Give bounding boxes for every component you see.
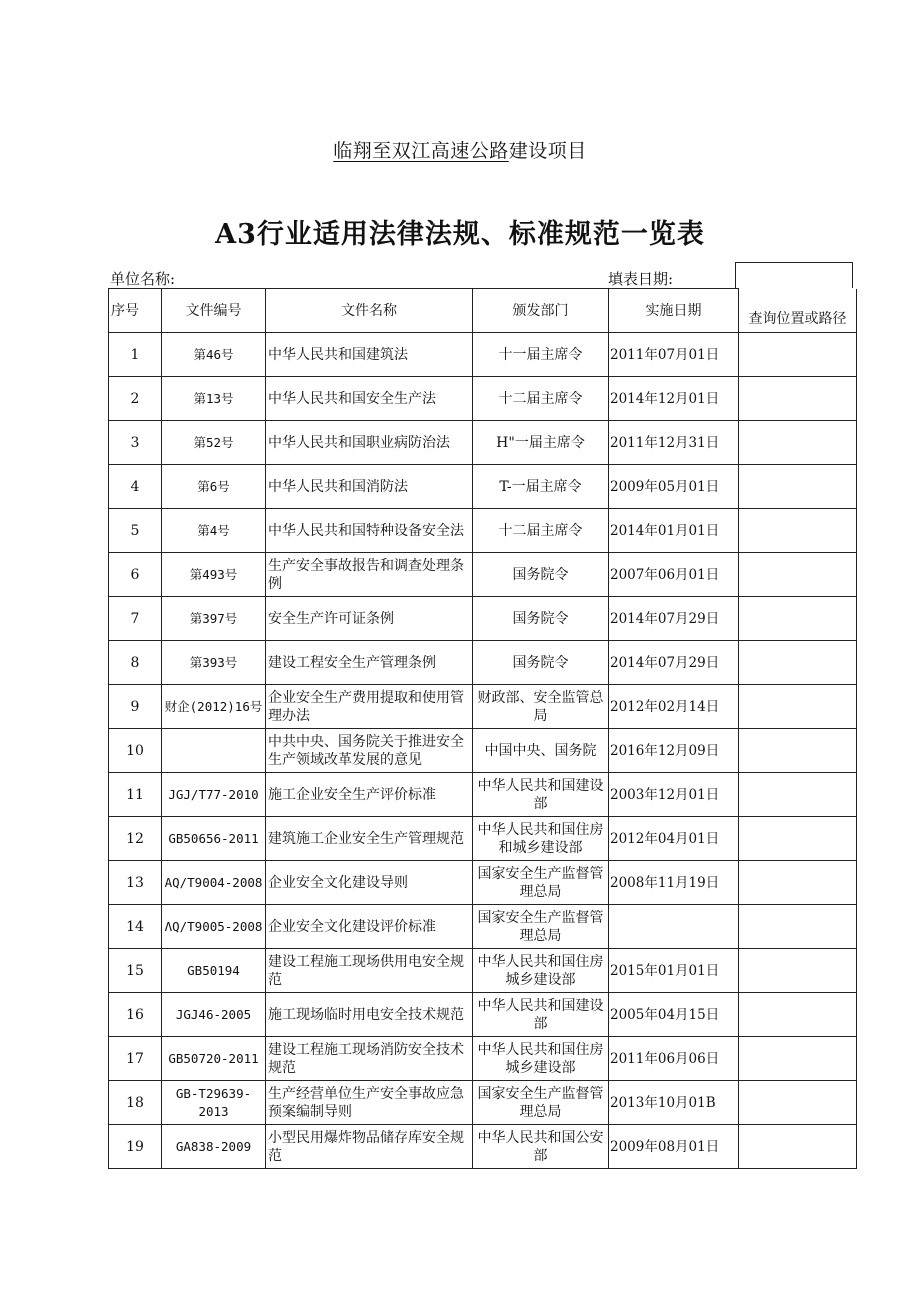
cell-no: 12 <box>109 817 162 861</box>
cell-date: 2008年11月19日 <box>609 861 739 905</box>
cell-dept: 中国中央、国务院 <box>473 729 609 773</box>
cell-query-path <box>739 333 857 377</box>
cell-dept: 国家安全生产监督管理总局 <box>473 861 609 905</box>
cell-no: 9 <box>109 685 162 729</box>
cell-date: 2011年06月06日 <box>609 1037 739 1081</box>
cell-dept: 十一届主席令 <box>473 333 609 377</box>
cell-code: 第52号 <box>162 421 266 465</box>
cell-no: 3 <box>109 421 162 465</box>
cell-no: 14 <box>109 905 162 949</box>
cell-no: 8 <box>109 641 162 685</box>
cell-dept: 中华人民共和国住房和城乡建设部 <box>473 817 609 861</box>
cell-dept: 中华人民共和国住房城乡建设部 <box>473 1037 609 1081</box>
table-row <box>109 1081 857 1125</box>
cell-query-path <box>739 641 857 685</box>
cell-code: 第4号 <box>162 509 266 553</box>
table-row <box>109 333 857 377</box>
cell-no: 18 <box>109 1081 162 1125</box>
cell-name: 中华人民共和国职业病防治法 <box>266 421 473 465</box>
table-row <box>109 993 857 1037</box>
cell-dept: 财政部、安全监管总局 <box>473 685 609 729</box>
cell-date: 2011年12月31日 <box>609 421 739 465</box>
cell-code: GB50656-2011 <box>162 817 266 861</box>
cell-no: 1 <box>109 333 162 377</box>
cell-name: 企业安全生产费用提取和使用管理办法 <box>266 685 473 729</box>
cell-no: 15 <box>109 949 162 993</box>
cell-query-path <box>739 465 857 509</box>
col-header-query-path: 查询位置或路径 <box>739 289 857 333</box>
cell-query-path <box>739 1081 857 1125</box>
cell-code: 第393号 <box>162 641 266 685</box>
cell-date: 2015年01月01日 <box>609 949 739 993</box>
cell-name: 生产安全事故报告和调查处理条例 <box>266 553 473 597</box>
cell-name: 建设工程施工现场供用电安全规范 <box>266 949 473 993</box>
cell-date: 2013年10月01B <box>609 1081 739 1125</box>
project-title <box>0 136 920 163</box>
table-row <box>109 817 857 861</box>
table-row <box>109 641 857 685</box>
table-row <box>109 729 857 773</box>
cell-dept: 国家安全生产监督管理总局 <box>473 905 609 949</box>
cell-date: 2009年05月01日 <box>609 465 739 509</box>
cell-no: 6 <box>109 553 162 597</box>
col-header-name: 文件名称 <box>266 289 473 333</box>
cell-dept: 中华人民共和国公安部 <box>473 1125 609 1169</box>
cell-dept: 十二届主席令 <box>473 377 609 421</box>
cell-no: 4 <box>109 465 162 509</box>
cell-no: 17 <box>109 1037 162 1081</box>
cell-no: 11 <box>109 773 162 817</box>
col-header-date: 实施日期 <box>609 289 739 333</box>
cell-name: 生产经营单位生产安全事故应急预案编制导则 <box>266 1081 473 1125</box>
table-row <box>109 685 857 729</box>
cell-date: 2009年08月01日 <box>609 1125 739 1169</box>
cell-dept: 十二届主席令 <box>473 509 609 553</box>
fill-date-label: 填表日期: <box>608 270 674 288</box>
cell-query-path <box>739 553 857 597</box>
col-header-no: 序号 <box>109 289 162 333</box>
cell-date: 2012年04月01日 <box>609 817 739 861</box>
cell-dept: 中华人民共和国建设部 <box>473 993 609 1037</box>
cell-no: 10 <box>109 729 162 773</box>
cell-code <box>162 729 266 773</box>
cell-query-path <box>739 509 857 553</box>
cell-date: 2003年12月01日 <box>609 773 739 817</box>
table-row <box>109 377 857 421</box>
cell-code: JGJ46-2005 <box>162 993 266 1037</box>
cell-query-path <box>739 993 857 1037</box>
cell-code: GB-T29639-2013 <box>162 1081 266 1125</box>
cell-code: 第46号 <box>162 333 266 377</box>
cell-no: 19 <box>109 1125 162 1169</box>
cell-code: GB50194 <box>162 949 266 993</box>
cell-code: JGJ/T77-2010 <box>162 773 266 817</box>
table-row <box>109 553 857 597</box>
table-row <box>109 1037 857 1081</box>
table-body <box>109 333 857 1169</box>
cell-dept: 国家安全生产监督管理总局 <box>473 1081 609 1125</box>
cell-name: 中华人民共和国建筑法 <box>266 333 473 377</box>
cell-dept: H"一届主席令 <box>473 421 609 465</box>
cell-name: 安全生产许可证条例 <box>266 597 473 641</box>
cell-query-path <box>739 949 857 993</box>
cell-name: 企业安全文化建设导则 <box>266 861 473 905</box>
col-header-dept: 颁发部门 <box>473 289 609 333</box>
cell-name: 中华人民共和国消防法 <box>266 465 473 509</box>
cell-code: 第6号 <box>162 465 266 509</box>
cell-dept: 国务院令 <box>473 597 609 641</box>
query-column-top-frame <box>735 262 853 288</box>
table-row <box>109 949 857 993</box>
cell-name: 小型民用爆炸物品储存库安全规范 <box>266 1125 473 1169</box>
cell-dept: 中华人民共和国建设部 <box>473 773 609 817</box>
cell-query-path <box>739 377 857 421</box>
cell-no: 13 <box>109 861 162 905</box>
cell-query-path <box>739 905 857 949</box>
cell-name: 施工现场临时用电安全技术规范 <box>266 993 473 1037</box>
cell-code: 财企(2012)16号 <box>162 685 266 729</box>
regulations-table <box>108 288 857 1169</box>
cell-query-path <box>739 1037 857 1081</box>
table-header-row <box>109 289 857 333</box>
table-row <box>109 597 857 641</box>
cell-date: 2016年12月09日 <box>609 729 739 773</box>
cell-code: GA838-2009 <box>162 1125 266 1169</box>
table-row <box>109 1125 857 1169</box>
table-row <box>109 861 857 905</box>
cell-name: 中华人民共和国安全生产法 <box>266 377 473 421</box>
cell-code: 第13号 <box>162 377 266 421</box>
cell-date: 2014年01月01日 <box>609 509 739 553</box>
cell-date: 2014年07月29日 <box>609 641 739 685</box>
cell-no: 7 <box>109 597 162 641</box>
cell-name: 建设工程安全生产管理条例 <box>266 641 473 685</box>
table-row <box>109 465 857 509</box>
cell-no: 2 <box>109 377 162 421</box>
project-name-underlined: 临翔至双江高速公路 <box>333 140 509 162</box>
cell-date: 2012年02月14日 <box>609 685 739 729</box>
table-row <box>109 421 857 465</box>
cell-date: 2014年07月29日 <box>609 597 739 641</box>
cell-no: 16 <box>109 993 162 1037</box>
cell-code: AQ/T9004-2008 <box>162 861 266 905</box>
cell-query-path <box>739 729 857 773</box>
cell-dept: 中华人民共和国住房城乡建设部 <box>473 949 609 993</box>
cell-query-path <box>739 817 857 861</box>
cell-code: ΛQ/T9005-2008 <box>162 905 266 949</box>
cell-code: 第397号 <box>162 597 266 641</box>
cell-query-path <box>739 773 857 817</box>
cell-query-path <box>739 1125 857 1169</box>
cell-name: 施工企业安全生产评价标准 <box>266 773 473 817</box>
cell-name: 中华人民共和国特种设备安全法 <box>266 509 473 553</box>
cell-name: 中共中央、国务院关于推进安全生产领域改革发展的意见 <box>266 729 473 773</box>
cell-code: GB50720-2011 <box>162 1037 266 1081</box>
table-row <box>109 905 857 949</box>
document-title: A3行业适用法律法规、标准规范一览表 <box>215 219 705 250</box>
cell-name: 建设工程施工现场消防安全技术规范 <box>266 1037 473 1081</box>
cell-query-path <box>739 685 857 729</box>
cell-query-path <box>739 597 857 641</box>
cell-date: 2007年06月01日 <box>609 553 739 597</box>
cell-dept: 国务院令 <box>473 553 609 597</box>
project-name-rest: 建设项目 <box>508 140 587 162</box>
cell-no: 5 <box>109 509 162 553</box>
cell-code: 第493号 <box>162 553 266 597</box>
col-header-code: 文件编号 <box>162 289 266 333</box>
cell-date: 2005年04月15日 <box>609 993 739 1037</box>
unit-name-label: 单位名称: <box>110 270 176 288</box>
cell-query-path <box>739 861 857 905</box>
cell-name: 企业安全文化建设评价标准 <box>266 905 473 949</box>
cell-name: 建筑施工企业安全生产管理规范 <box>266 817 473 861</box>
cell-dept: T-一届主席令 <box>473 465 609 509</box>
cell-dept: 国务院令 <box>473 641 609 685</box>
table-row <box>109 509 857 553</box>
cell-date: 2014年12月01日 <box>609 377 739 421</box>
cell-query-path <box>739 421 857 465</box>
cell-date: 2011年07月01日 <box>609 333 739 377</box>
cell-date <box>609 905 739 949</box>
table-row <box>109 773 857 817</box>
